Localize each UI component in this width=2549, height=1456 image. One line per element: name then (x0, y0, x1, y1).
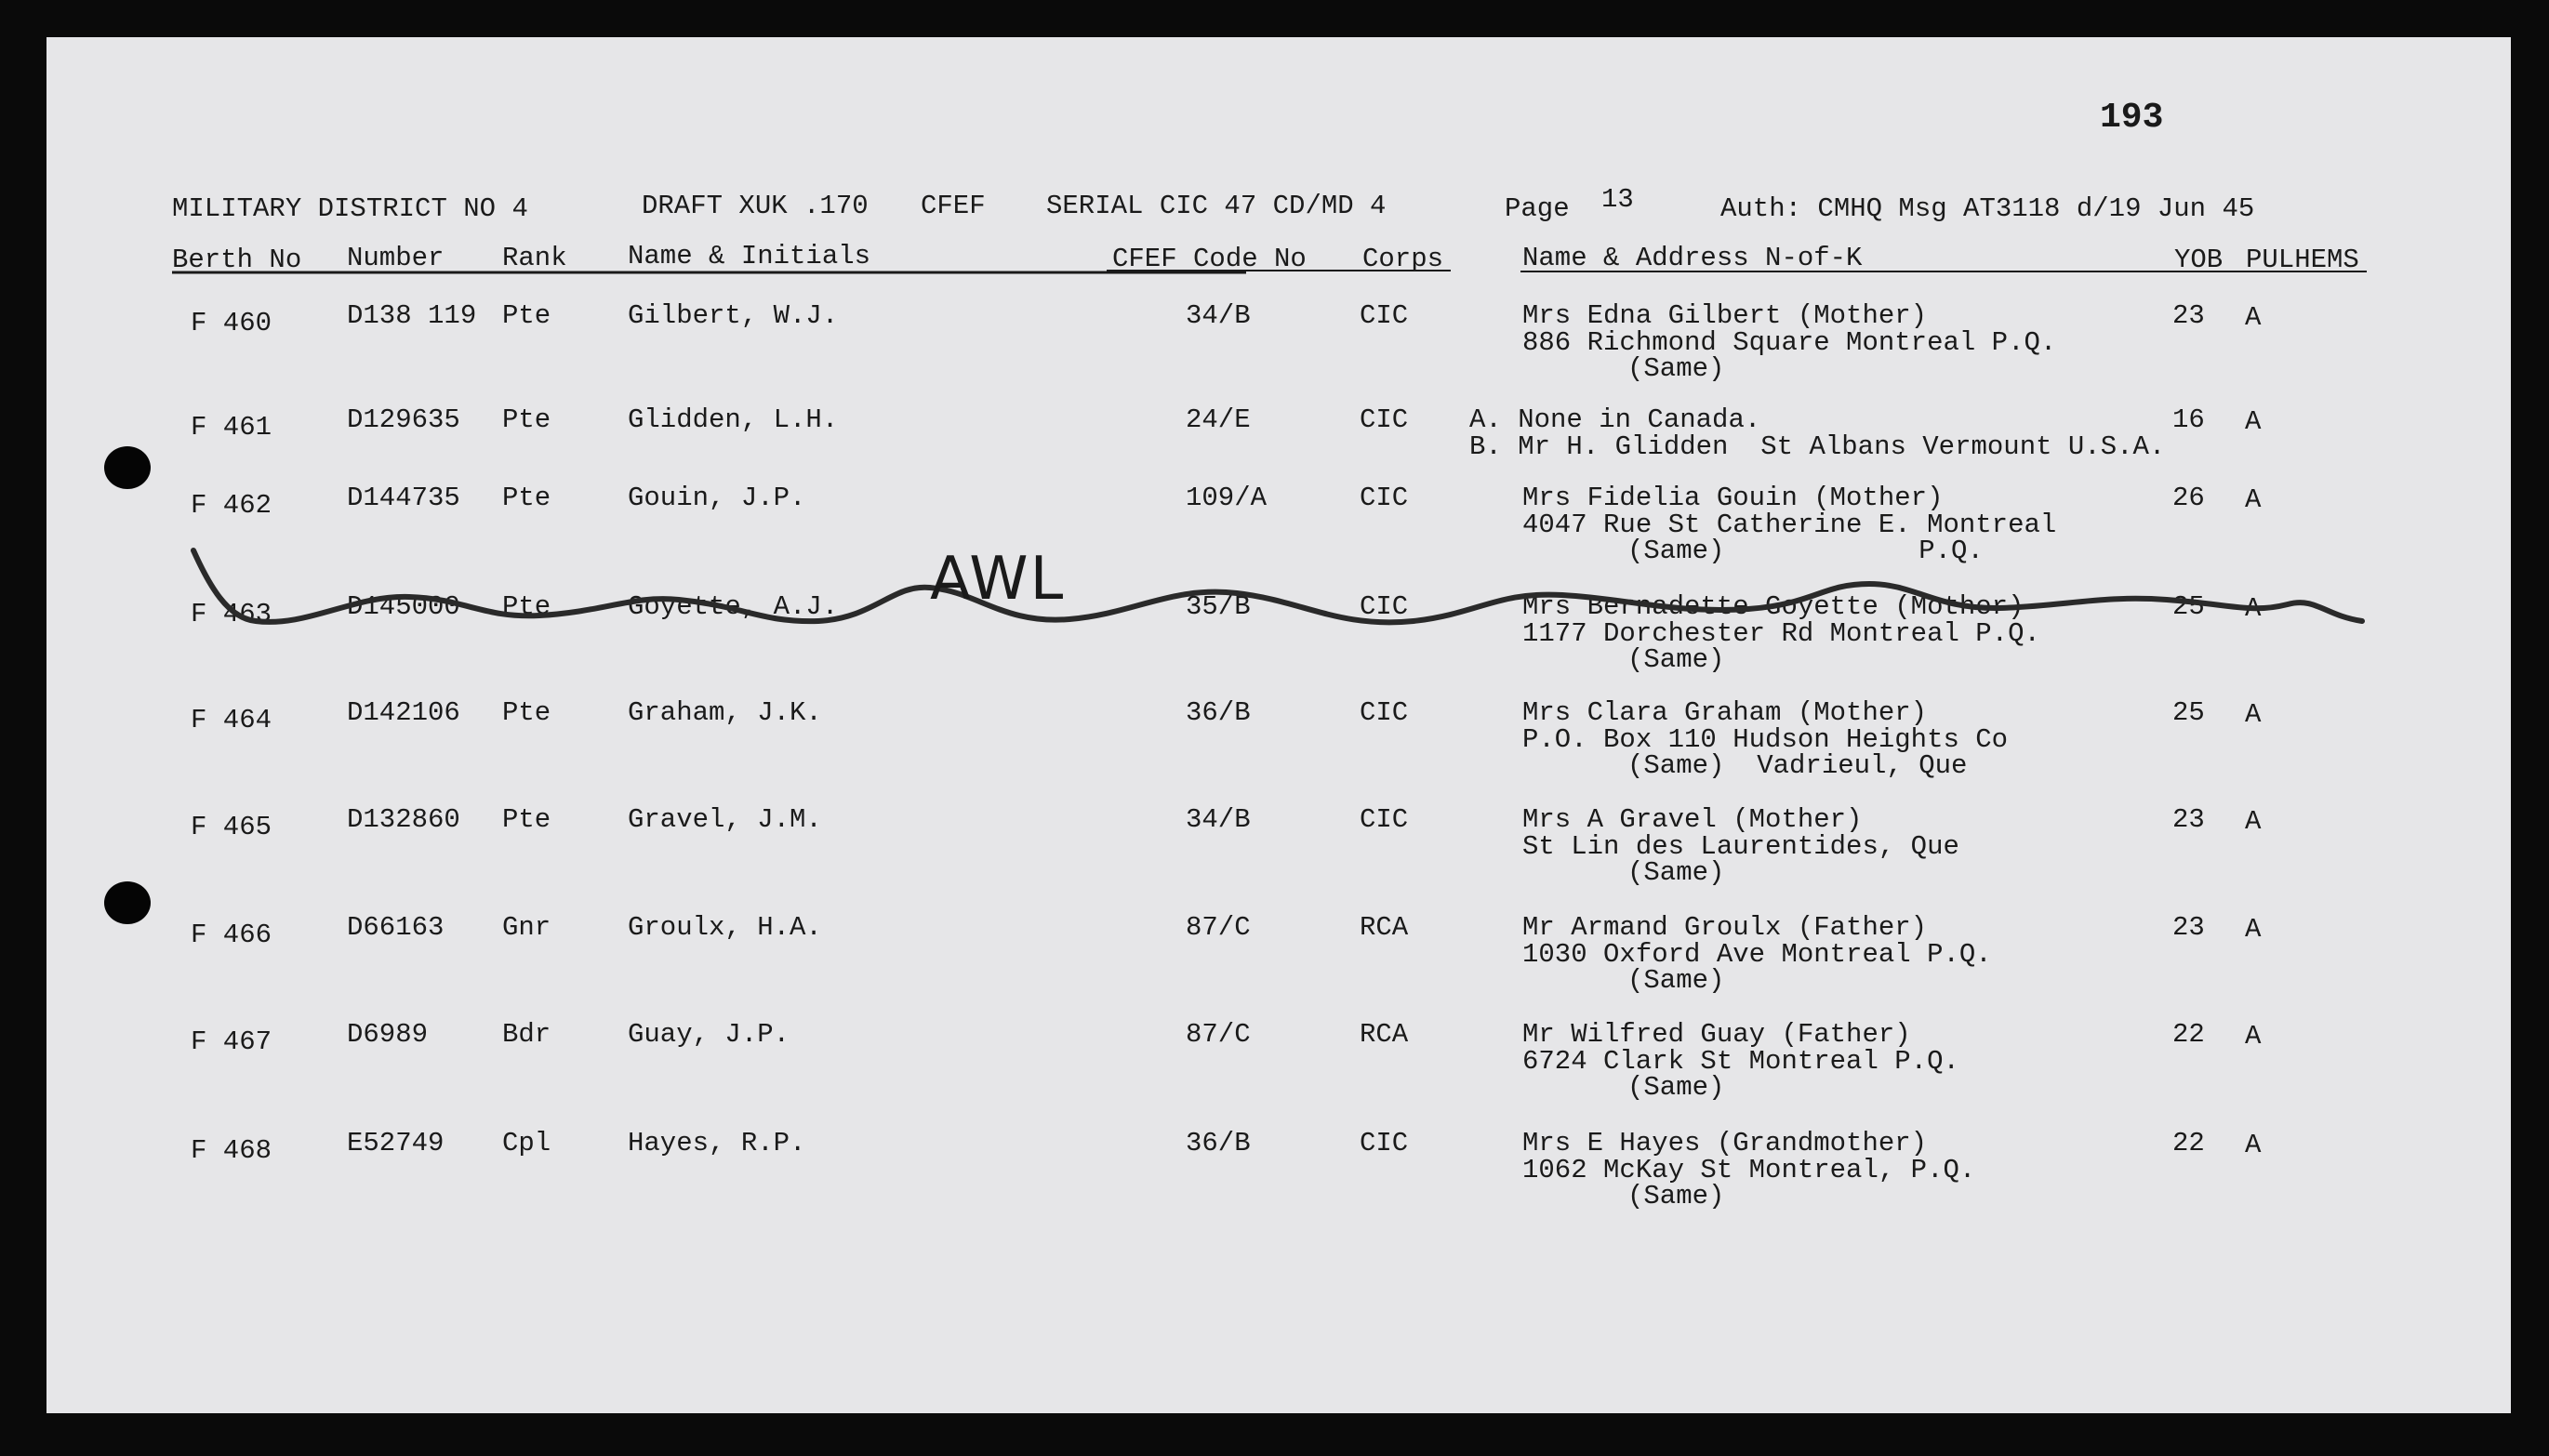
handwritten-annotation: AWL (930, 545, 1066, 614)
cell-code: 87/C (1186, 1019, 1251, 1050)
cell-yob: 23 (2172, 300, 2205, 331)
cell-rank: Pte (502, 697, 551, 728)
cell-yob: 23 (2172, 912, 2205, 943)
cell-yob: 25 (2172, 591, 2205, 622)
cell-code: 24/E (1186, 404, 1251, 435)
cell-pulhems: A (2245, 302, 2262, 333)
cell-nok-note: (Same) (1627, 353, 1725, 384)
cell-nok-note: (Same) (1627, 1072, 1725, 1103)
page-number: 193 (2100, 98, 2164, 138)
cell-corps: CIC (1360, 404, 1409, 435)
cell-corps: RCA (1360, 912, 1409, 943)
cell-nok-note: (Same) P.Q. (1627, 536, 1984, 566)
cell-number: D144735 (347, 483, 460, 513)
cell-yob: 22 (2172, 1128, 2205, 1158)
cell-nok-address: 1030 Oxford Ave Montreal P.Q. (1522, 939, 1992, 970)
cell-pulhems: A (2245, 1130, 2262, 1160)
col-name: Name & Initials (628, 241, 871, 271)
cell-corps: CIC (1360, 1128, 1409, 1158)
cell-corps: CIC (1360, 300, 1409, 331)
cell-nok-name: Mrs E Hayes (Grandmother) (1522, 1128, 1928, 1158)
cell-pulhems: A (2245, 914, 2262, 945)
col-corps: Corps (1362, 244, 1444, 274)
cell-name: Gilbert, W.J. (628, 300, 839, 331)
cell-name: Groulx, H.A. (628, 912, 822, 943)
cell-pulhems: A (2245, 484, 2262, 515)
cell-yob: 25 (2172, 697, 2205, 728)
cell-pulhems: A (2245, 699, 2262, 730)
cell-nok-address: P.O. Box 110 Hudson Heights Co (1522, 724, 2009, 755)
cell-number: D132860 (347, 804, 460, 835)
cell-corps: CIC (1360, 483, 1409, 513)
header-draft: DRAFT XUK .170 (642, 191, 869, 221)
cell-nok-name: Mr Wilfred Guay (Father) (1522, 1019, 1911, 1050)
cell-berth: F 460 (191, 308, 272, 338)
cell-yob: 16 (2172, 404, 2205, 435)
cell-nok-note: (Same) (1627, 644, 1725, 675)
strike-through-line (193, 550, 2362, 622)
cell-berth: F 465 (191, 812, 272, 842)
cell-nok-name: Mrs A Gravel (Mother) (1522, 804, 1863, 835)
cell-nok-address: 886 Richmond Square Montreal P.Q. (1522, 327, 2057, 358)
cell-pulhems: A (2245, 406, 2262, 437)
cell-name: Goyette, A.J. (628, 591, 839, 622)
cell-number: D142106 (347, 697, 460, 728)
cell-berth: F 462 (191, 490, 272, 521)
cell-rank: Pte (502, 300, 551, 331)
cell-code: 34/B (1186, 300, 1251, 331)
cell-nok-address: 1177 Dorchester Rd Montreal P.Q. (1522, 618, 2040, 649)
cell-pulhems: A (2245, 806, 2262, 837)
cell-nok-address: B. Mr H. Glidden St Albans Vermount U.S.A. (1469, 431, 2166, 462)
cell-name: Glidden, L.H. (628, 404, 839, 435)
cell-number: D138 119 (347, 300, 477, 331)
cell-yob: 26 (2172, 483, 2205, 513)
cell-corps: CIC (1360, 804, 1409, 835)
cell-name: Guay, J.P. (628, 1019, 790, 1050)
cell-nok-note: (Same) (1627, 1181, 1725, 1211)
cell-code: 35/B (1186, 591, 1251, 622)
cell-pulhems: A (2245, 593, 2262, 624)
cell-name: Hayes, R.P. (628, 1128, 806, 1158)
cell-number: D6989 (347, 1019, 429, 1050)
cell-code: 34/B (1186, 804, 1251, 835)
cell-yob: 23 (2172, 804, 2205, 835)
cell-nok-note: (Same) (1627, 857, 1725, 888)
cell-code: 87/C (1186, 912, 1251, 943)
cell-rank: Pte (502, 483, 551, 513)
header-force: CFEF (921, 191, 986, 221)
col-code: CFEF Code No (1112, 244, 1307, 274)
col-nok: Name & Address N-of-K (1522, 243, 1863, 273)
cell-corps: RCA (1360, 1019, 1409, 1050)
header-serial: SERIAL CIC 47 CD/MD 4 (1046, 191, 1387, 221)
col-yob: YOB (2174, 245, 2224, 275)
cell-nok-name: Mrs Bernadette Goyette (Mother) (1522, 591, 2025, 622)
cell-name: Gravel, J.M. (628, 804, 822, 835)
cell-berth: F 466 (191, 920, 272, 950)
header-district: MILITARY DISTRICT NO 4 (172, 193, 528, 224)
header-page-label: Page (1505, 193, 1570, 224)
cell-number: D129635 (347, 404, 460, 435)
cell-rank: Pte (502, 804, 551, 835)
cell-nok-address: St Lin des Laurentides, Que (1522, 831, 1959, 862)
cell-number: E52749 (347, 1128, 445, 1158)
cell-corps: CIC (1360, 591, 1409, 622)
header-auth: Auth: CMHQ Msg AT3118 d/19 Jun 45 (1720, 193, 2255, 224)
cell-corps: CIC (1360, 697, 1409, 728)
cell-rank: Bdr (502, 1019, 551, 1050)
cell-nok-name: Mrs Clara Graham (Mother) (1522, 697, 1928, 728)
cell-nok-address: 4047 Rue St Catherine E. Montreal (1522, 510, 2057, 540)
cell-berth: F 468 (191, 1135, 272, 1166)
cell-nok-name: Mrs Fidelia Gouin (Mother) (1522, 483, 1944, 513)
cell-rank: Cpl (502, 1128, 551, 1158)
cell-berth: F 463 (191, 599, 272, 629)
cell-number: D145000 (347, 591, 460, 622)
cell-berth: F 461 (191, 412, 272, 443)
cell-nok-note: (Same) (1627, 965, 1725, 996)
cell-nok-address: 1062 McKay St Montreal, P.Q. (1522, 1155, 1976, 1185)
cell-rank: Gnr (502, 912, 551, 943)
cell-nok-address: 6724 Clark St Montreal P.Q. (1522, 1046, 1959, 1077)
cell-number: D66163 (347, 912, 445, 943)
col-pulhems: PULHEMS (2246, 245, 2359, 275)
cell-code: 36/B (1186, 1128, 1251, 1158)
cell-yob: 22 (2172, 1019, 2205, 1050)
cell-rank: Pte (502, 591, 551, 622)
cell-name: Graham, J.K. (628, 697, 822, 728)
col-rank: Rank (502, 243, 567, 273)
cell-nok-note: (Same) Vadrieul, Que (1627, 750, 1968, 781)
cell-code: 36/B (1186, 697, 1251, 728)
cell-code: 109/A (1186, 483, 1268, 513)
cell-berth: F 467 (191, 1026, 272, 1057)
cell-nok-name: Mrs Edna Gilbert (Mother) (1522, 300, 1928, 331)
cell-name: Gouin, J.P. (628, 483, 806, 513)
header-page-value: 13 (1601, 184, 1634, 215)
col-berth: Berth No (172, 245, 302, 275)
cell-nok-name: A. None in Canada. (1469, 404, 1761, 435)
col-number: Number (347, 243, 445, 273)
cell-rank: Pte (502, 404, 551, 435)
cell-berth: F 464 (191, 705, 272, 735)
cell-pulhems: A (2245, 1021, 2262, 1052)
cell-nok-name: Mr Armand Groulx (Father) (1522, 912, 1928, 943)
